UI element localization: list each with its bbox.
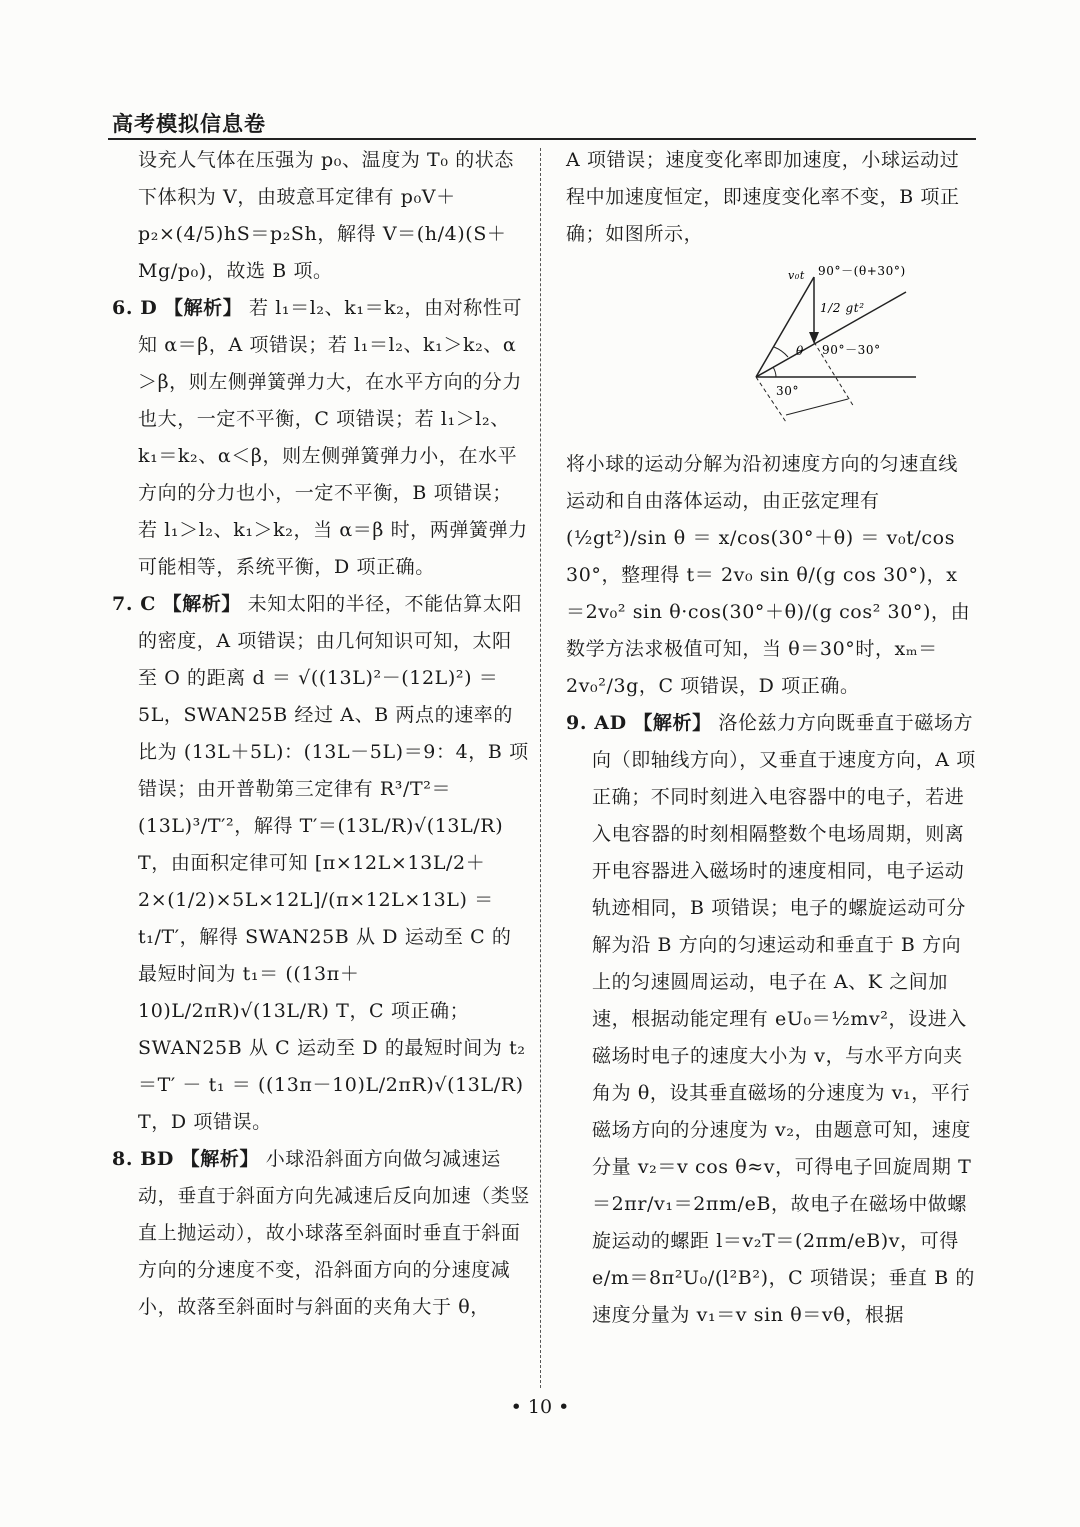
label-theta: θ [796, 344, 804, 358]
dimension-line [786, 399, 848, 415]
page-header: 高考模拟信息卷 [112, 112, 266, 136]
label-half-gt2: 1/2 gt² [820, 301, 865, 315]
answer-9 [566, 705, 976, 1334]
label-angle-top: 90°－(θ+30°) [818, 264, 906, 278]
answer-7 [112, 586, 530, 1141]
angle-arc-30 [773, 367, 776, 377]
answer-8 [112, 1141, 530, 1326]
column-divider [540, 148, 541, 1388]
label-30deg: 30° [776, 384, 800, 398]
answer-8-label: 8. BD [112, 1148, 174, 1170]
answer-6 [112, 290, 530, 586]
answer-7-tag: 【解析】 [162, 593, 242, 615]
answer-9-tag: 【解析】 [633, 712, 712, 734]
answer-6-label: 6. D [112, 297, 158, 319]
answer-7-label: 7. C [112, 593, 156, 615]
incline-velocity-diagram [626, 257, 926, 427]
left-column [112, 142, 530, 1326]
answer-8-tag: 【解析】 [180, 1148, 260, 1170]
answer-9-label: 9. AD [566, 712, 627, 734]
angle-arc-theta [774, 347, 788, 357]
answer-9-text: 洛伦兹力方向既垂直于磁场方向（即轴线方向），又垂直于速度方向，A 项正确；不同时刻进入电容器中的电子，若进入电容器的时刻相隔整数个电场周期，则离开电容器进入磁场时的速度相同，电子运动轨迹相同，B 项错误；电子的螺旋运动可分解为沿 B 方向的匀速运动和垂直于 B 方向上的匀速圆周运动，电子在 A、K 之间加速，根据动能定理有 eU₀＝½mv²，设进入磁场时电子的速度大小为 v，与水平方向夹角为 θ，设其垂直磁场的分速度为 v₁，平行磁场方向的分速度为 v₂，由题意可知，速度分量 v₂＝v cos θ≈v，可得电子回旋周期 T＝2πr/v₁＝2πm/eB，故电子在磁场中做螺旋运动的螺距 l＝v₂T＝(2πm/eB)v，可得 e/m＝8π²U₀/(l²B²)，C 项错误；垂直 B 的速度分量为 v₁＝v sin θ＝vθ，根据 [592, 712, 976, 1326]
answer-6-text: 若 l₁＝l₂、k₁＝k₂，由对称性可知 α＝β，A 项错误；若 l₁＝l₂、k₁＞k₂、α＞β，则左侧弹簧弹力大，在水平方向的分力也大，一定不平衡，C 项错误；若 l₁＞l₂、k₁＝k₂、α＜β，则左侧弹簧弹力小，在水平方向的分力也小，一定不平衡，B 项错误；若 l₁＞l₂、k₁＞k₂，当 α＝β 时，两弹簧弹力可能相等，系统平衡，D 项正确。 [138, 297, 528, 578]
page-number: • 10 • [510, 1396, 570, 1418]
paragraph-continued: 设充人气体在压强为 p₀、温度为 T₀ 的状态下体积为 V，由玻意耳定律有 p₀V＋p₂×(4/5)hS＝p₂Sh，解得 V＝(h/4)(S＋Mg/p₀)，故选 B 项。 [138, 149, 514, 282]
answer-8-continued: A 项错误；速度变化率即加速度，小球运动过程中加速度恒定，即速度变化率不变，B 项正确；如图所示， [566, 149, 960, 245]
answer-6-tag: 【解析】 [163, 297, 243, 319]
answer-8-text: 小球沿斜面方向做匀减速运动，垂直于斜面方向先减速后反向加速（类竖直上抛运动），故小球落至斜面时垂直于斜面方向的分速度不变，沿斜面方向的分速度减小，故落至斜面时与斜面的夹角大于 θ， [138, 1148, 531, 1318]
label-v0t: v₀t [788, 269, 805, 282]
label-angle-bottom: 90°－30° [822, 343, 881, 357]
right-column [566, 142, 976, 1334]
answer-8-derivation: 将小球的运动分解为沿初速度方向的匀速直线运动和自由落体运动，由正弦定理有 (½gt²)/sin θ ＝ x/cos(30°＋θ) ＝ v₀t/cos 30°，整理得 t＝ 2v₀ sin θ/(g cos 30°)，x＝2v₀² sin θ·cos(30°＋θ)/(g cos² 30°)，由数学方法求极值可知，当 θ＝30°时，xₘ＝2v₀²/3g，C 项错误，D 项正确。 [566, 453, 971, 697]
header-rule [108, 138, 976, 140]
initial-velocity-line [756, 277, 814, 377]
answer-7-text: 未知太阳的半径，不能估算太阳的密度，A 项错误；由几何知识可知，太阳至 O 的距离 d ＝ √((13L)²－(12L)²) ＝ 5L，SWAN25B 经过 A、B 两点的速率的比为 (13L＋5L)：(13L－5L)＝9：4，B 项错误；由开普勒第三定律有 R³/T²＝(13L)³/T′²，解得 T′＝(13L/R)√(13L/R) T，由面积定律可知 [π×12L×13L/2＋2×(1/2)×5L×12L]/(π×12L×13L) ＝ t₁/T′，解得 SWAN25B 从 D 运动至 C 的最短时间为 t₁＝ ((13π＋10)L/2πR)√(13L/R) T，C 项正确；SWAN25B 从 C 运动至 D 的最短时间为 t₂＝T′ － t₁ ＝ ((13π－10)L/2πR)√(13L/R) T，D 项错误。 [138, 593, 529, 1133]
